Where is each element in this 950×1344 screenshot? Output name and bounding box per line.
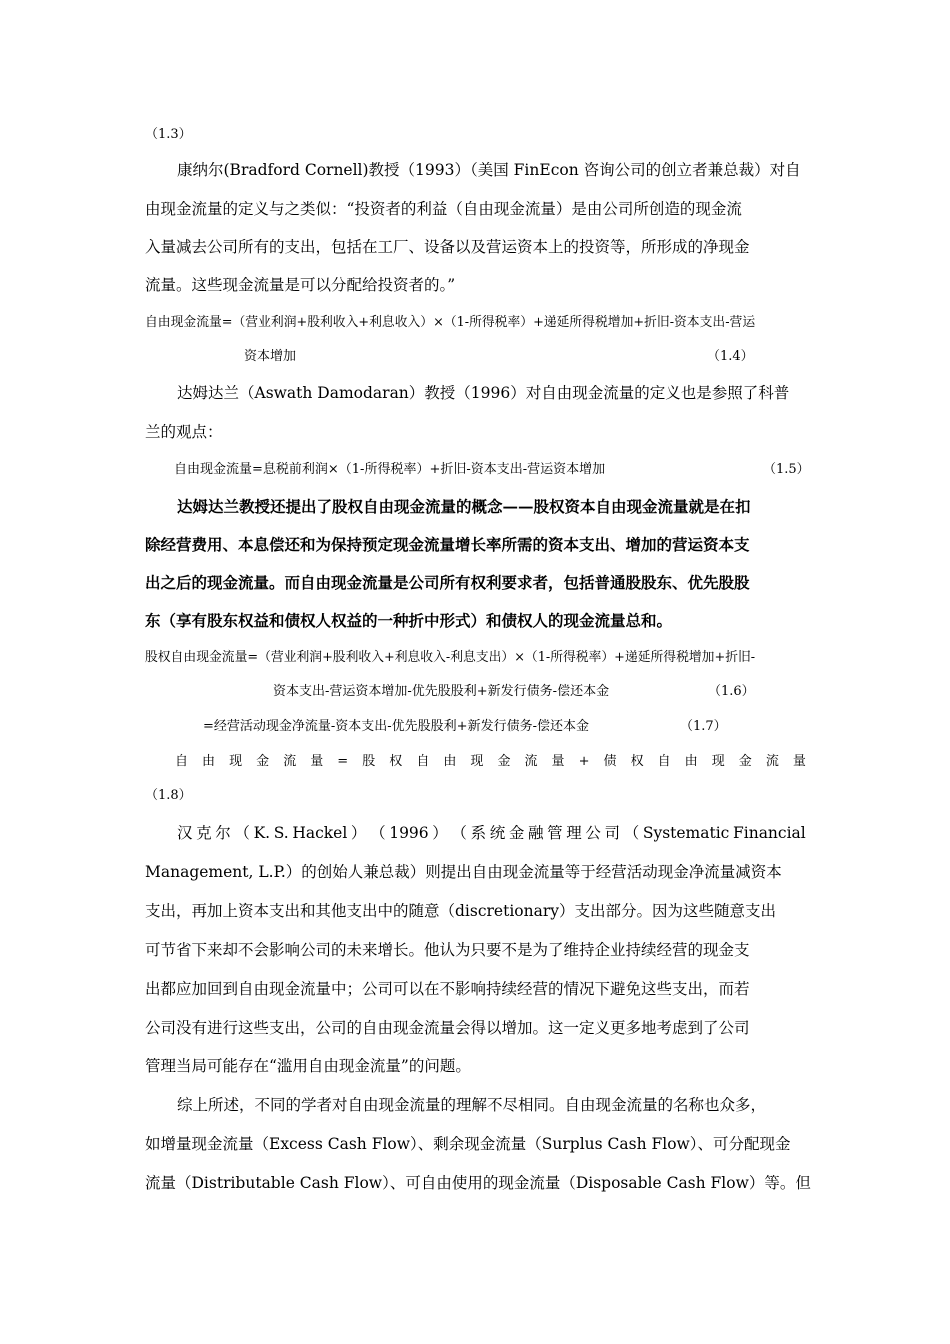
para-hackel-line-7: 管理当局可能存在“滥用自由现金流量”的问题。: [145, 1057, 471, 1075]
para-damodaran-line-2: 兰的观点：: [145, 423, 223, 441]
para-hackel-token: 统: [489, 824, 506, 842]
formula-1-8-token: 现: [229, 754, 243, 769]
para-hackel-token: 融: [527, 824, 544, 842]
para-hackel-line-1: [177, 826, 806, 842]
equation-number-1-4: （1.4）: [707, 349, 754, 364]
formula-1-8-token: 量: [310, 754, 324, 769]
para-summary-line-3: 流量（Distributable Cash Flow）、可自由使用的现金流量（Disposable Cash Flow）等。但: [145, 1174, 811, 1192]
para-hackel-token: Financial: [733, 824, 806, 842]
para-hackel-token: 理: [566, 824, 582, 842]
para-cornell-line-3: 入量减去公司所有的支出，包括在工厂、设备以及营运资本上的投资等，所形成的净现金: [145, 238, 750, 256]
formula-1-8-token: 由: [202, 754, 216, 769]
formula-1-8-token: 自: [657, 754, 671, 769]
formula-1-8-token: 股: [362, 754, 376, 769]
para-hackel-token: 尔: [215, 824, 231, 842]
formula-1-7: =经营活动现金净流量-资本支出-优先股股利+新发行债务-偿还本金: [203, 719, 589, 734]
para-damodaran-line-1: 达姆达兰（Aswath Damodaran）教授（1996）对自由现金流量的定义也是参照了科普: [177, 384, 790, 402]
para-hackel-token: K.: [253, 824, 271, 842]
formula-1-8-token: 流: [283, 754, 297, 769]
para-summary-line-2: 如增量现金流量（Excess Cash Flow）、剩余现金流量（Surplus Cash Flow）、可分配现金: [145, 1135, 791, 1153]
para-hackel-token: （: [370, 824, 386, 842]
para-hackel-token: ）: [432, 824, 448, 842]
formula-1-8-token: +: [578, 754, 590, 769]
formula-1-8-token: 金: [497, 754, 511, 769]
para-hackel-token: Systematic: [642, 824, 730, 842]
formula-1-8-token: 现: [711, 754, 725, 769]
para-hackel-token: 1996: [389, 824, 429, 842]
equation-number-1-3: （1.3）: [145, 127, 192, 142]
formula-1-8-token: 自: [416, 754, 430, 769]
formula-1-8-token: 流: [524, 754, 538, 769]
formula-1-8-token: 债: [603, 754, 617, 769]
para-hackel-token: 公: [585, 824, 601, 842]
para-hackel-token: （: [234, 824, 250, 842]
para-hackel-token: （: [451, 824, 467, 842]
formula-1-8-token: 金: [256, 754, 270, 769]
formula-1-8-token: =: [337, 754, 349, 769]
para-hackel-token: S.: [273, 824, 289, 842]
formula-1-8-token: 量: [551, 754, 565, 769]
equation-number-1-6: （1.6）: [708, 684, 755, 699]
formula-1-5: 自由现金流量=息税前利润×（1-所得税率）+折旧-资本支出-营运资本增加: [174, 462, 606, 477]
para-hackel-token: 克: [196, 824, 212, 842]
formula-1-8: [175, 755, 806, 768]
para-hackel-line-5: 出都应加回到自由现金流量中；公司可以在不影响持续经营的情况下避免这些支出，而若: [145, 980, 750, 998]
para-hackel-token: 汉: [177, 824, 193, 842]
formula-1-4-line-1: 自由现金流量=（营业利润+股利收入+利息收入）×（1-所得税率）+递延所得税增加+折旧-资本支出-营运: [145, 315, 756, 330]
formula-1-6-line-1: 股权自由现金流量=（营业利润+股利收入+利息收入-利息支出）×（1-所得税率）+递延所得税增加+折旧-: [145, 650, 756, 665]
para-hackel-token: 管: [547, 824, 563, 842]
para-hackel-line-2: Management, L.P.）的创始人兼总裁）则提出自由现金流量等于经营活动现金净流量减资本: [145, 863, 782, 881]
para-cornell-line-4: 流量。这些现金流量是可以分配给投资者的。”: [145, 276, 456, 294]
para-hackel-token: Hackel: [292, 824, 348, 842]
para-equity-line-3: 出之后的现金流量。而自由现金流量是公司所有权利要求者，包括普通股股东、优先股股: [145, 573, 750, 592]
formula-1-8-token: 由: [443, 754, 457, 769]
para-summary-line-1: 综上所述，不同的学者对自由现金流量的理解不尽相同。自由现金流量的名称也众多，: [177, 1096, 767, 1114]
para-hackel-token: 司: [604, 824, 621, 842]
equation-number-1-8: （1.8）: [145, 788, 192, 803]
para-hackel-line-3: 支出，再加上资本支出和其他支出中的随意（discretionary）支出部分。因为这些随意支出: [145, 902, 777, 920]
para-equity-line-2: 除经营费用、本息偿还和为保持预定现金流量增长率所需的资本支出、增加的营运资本支: [145, 535, 750, 554]
formula-1-8-token: 自: [175, 754, 189, 769]
equation-number-1-5: （1.5）: [763, 462, 810, 477]
formula-1-6-line-2: 资本支出-营运资本增加-优先股股利+新发行债务-偿还本金: [273, 684, 610, 699]
para-cornell-line-1: 康纳尔(Bradford Cornell)教授（1993）（美国 FinEcon 咨询公司的创立者兼总裁）对自: [177, 161, 801, 179]
para-hackel-line-6: 公司没有进行这些支出，公司的自由现金流量会得以增加。这一定义更多地考虑到了公司: [145, 1019, 750, 1037]
para-equity-line-4: 东（享有股东权益和债权人权益的一种折中形式）和债权人的现金流量总和。: [145, 611, 673, 630]
para-hackel-token: ）: [350, 824, 367, 842]
para-equity-line-1: 达姆达兰教授还提出了股权自由现金流量的概念——股权资本自由现金流量就是在扣: [177, 497, 751, 516]
formula-1-8-token: 现: [470, 754, 484, 769]
formula-1-4-line-2: 资本增加: [244, 349, 297, 364]
equation-number-1-7: （1.7）: [680, 719, 727, 734]
formula-1-8-token: 权: [389, 754, 403, 769]
formula-1-8-token: 由: [684, 754, 698, 769]
formula-1-8-token: 金: [738, 754, 752, 769]
para-hackel-token: 金: [508, 824, 525, 842]
formula-1-8-token: 流: [765, 754, 779, 769]
para-hackel-line-4: 可节省下来却不会影响公司的未来增长。他认为只要不是为了维持企业持续经营的现金支: [145, 941, 750, 959]
para-cornell-line-2: 由现金流量的定义与之类似：“投资者的利益（自由现金流量）是由公司所创造的现金流: [145, 200, 742, 218]
para-hackel-token: （: [623, 824, 640, 842]
formula-1-8-token: 量: [792, 754, 806, 769]
formula-1-8-token: 权: [630, 754, 644, 769]
para-hackel-token: 系: [470, 824, 487, 842]
